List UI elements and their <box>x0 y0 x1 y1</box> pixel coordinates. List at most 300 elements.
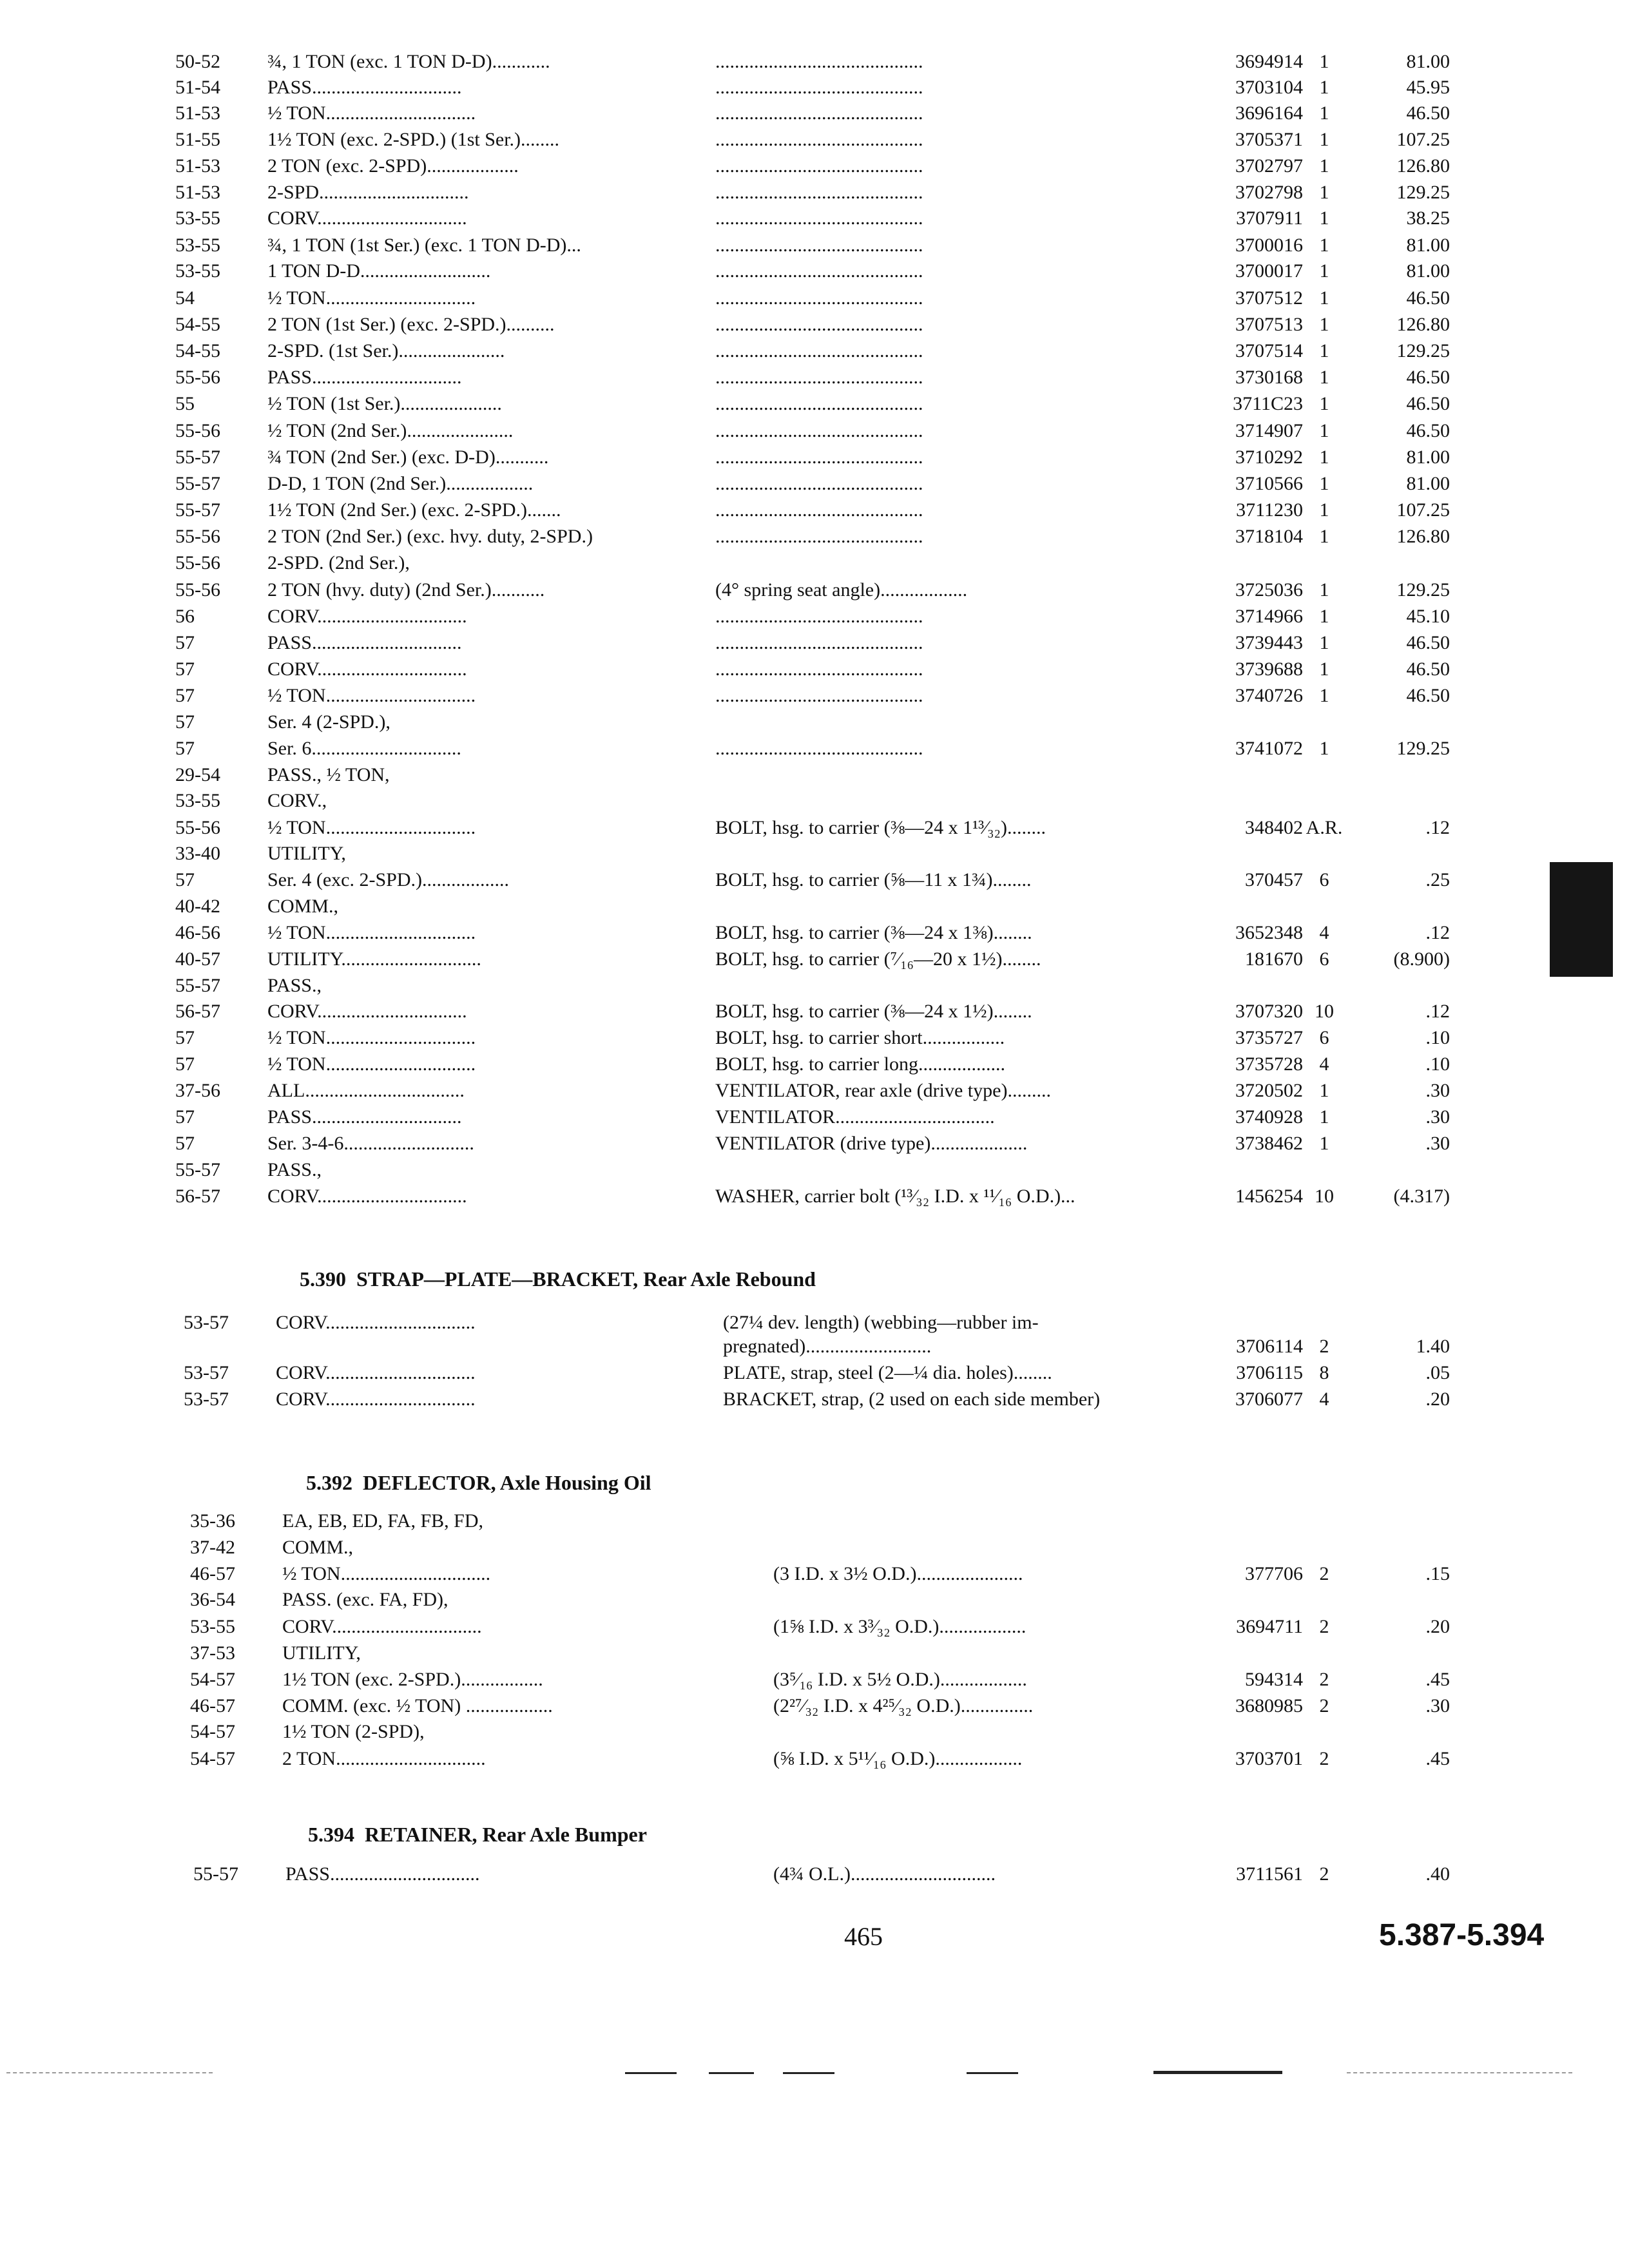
model-cell: CORV., <box>267 790 327 811</box>
price-cell: .20 <box>1425 1616 1450 1637</box>
price-cell: 126.80 <box>1396 526 1450 547</box>
quantity-cell: 2 <box>1319 1563 1329 1584</box>
years-cell: 37-42 <box>190 1537 235 1558</box>
description-cell: BOLT, hsg. to carrier (⁷⁄₁₆—20 x 1½)........ <box>715 948 1041 970</box>
model-cell: COMM., <box>282 1537 354 1558</box>
part-number-cell: 3680985 <box>1235 1695 1303 1716</box>
scan-margin-mark <box>1153 2071 1282 2074</box>
table-row <box>0 153 1629 179</box>
years-cell: 57 <box>175 658 195 680</box>
part-number-cell: 348402 <box>1245 817 1303 838</box>
description-cell: ........................................... <box>715 182 923 203</box>
part-number-cell: 181670 <box>1245 948 1303 970</box>
description-cell: (3⁵⁄₁₆ I.D. x 5½ O.D.).................. <box>773 1669 1027 1690</box>
years-cell: 40-57 <box>175 948 220 970</box>
price-cell: .20 <box>1425 1389 1450 1410</box>
model-cell: ¾, 1 TON (1st Ser.) (exc. 1 TON D-D)... <box>267 235 581 256</box>
description-cell: ........................................... <box>715 129 923 150</box>
scan-margin-line <box>6 2072 213 2075</box>
years-cell: 54-57 <box>190 1748 235 1769</box>
table-row <box>0 920 1629 946</box>
price-cell: 1.40 <box>1416 1336 1450 1357</box>
table-row <box>0 1508 1629 1534</box>
table-row <box>0 1157 1629 1183</box>
price-cell: .25 <box>1425 869 1450 890</box>
part-number-cell: 3706115 <box>1236 1362 1303 1383</box>
quantity-cell: 2 <box>1319 1336 1329 1357</box>
quantity-cell: 2 <box>1319 1616 1329 1637</box>
years-cell: 57 <box>175 1027 195 1048</box>
quantity-cell: 1 <box>1319 738 1329 759</box>
table-row <box>0 258 1629 284</box>
quantity-cell: 2 <box>1319 1863 1329 1885</box>
years-cell: 29-54 <box>175 764 220 785</box>
price-cell: 46.50 <box>1406 367 1450 388</box>
years-cell: 55-56 <box>175 579 220 601</box>
price-cell: .30 <box>1425 1695 1450 1716</box>
section-heading-5-392 <box>306 1471 651 1495</box>
description-cell: ........................................... <box>715 499 923 521</box>
scan-margin-mark <box>967 2072 1018 2074</box>
quantity-cell: 1 <box>1319 473 1329 494</box>
quantity-cell: 1 <box>1319 155 1329 177</box>
years-cell: 37-56 <box>175 1080 220 1101</box>
table-row <box>0 445 1629 470</box>
price-cell: 46.50 <box>1406 685 1450 706</box>
model-cell: D-D, 1 TON (2nd Ser.).................. <box>267 473 534 494</box>
part-number-cell: 3740928 <box>1235 1106 1303 1128</box>
price-cell: 46.50 <box>1406 420 1450 441</box>
years-cell: 53-57 <box>184 1389 229 1410</box>
description-cell: ........................................... <box>715 473 923 494</box>
price-cell: 81.00 <box>1406 473 1450 494</box>
table-row <box>0 657 1629 682</box>
years-cell: 53-55 <box>175 235 220 256</box>
quantity-cell: 1 <box>1319 260 1329 282</box>
model-cell: ¾ TON (2nd Ser.) (exc. D-D)........... <box>267 447 549 468</box>
model-cell: 2 TON (hvy. duty) (2nd Ser.)........... <box>267 579 545 601</box>
description-cell: WASHER, carrier bolt (¹³⁄₃₂ I.D. x ¹¹⁄₁₆ O.D.)... <box>715 1186 1075 1207</box>
table-row <box>0 524 1629 550</box>
table-row <box>0 1640 1629 1666</box>
table-row <box>0 1614 1629 1640</box>
years-cell: 33-40 <box>175 843 220 864</box>
price-cell: 81.00 <box>1406 447 1450 468</box>
model-cell: PASS............................... <box>267 77 462 98</box>
model-cell: ½ TON............................... <box>282 1563 491 1584</box>
table-row <box>0 788 1629 814</box>
model-cell: ½ TON............................... <box>267 685 476 706</box>
description-cell: (27¼ dev. length) (webbing—rubber im- <box>723 1312 1039 1333</box>
description-cell: ........................................... <box>715 287 923 309</box>
years-cell: 46-56 <box>175 922 220 943</box>
model-cell: CORV............................... <box>267 207 467 229</box>
part-number-cell: 3707513 <box>1235 314 1303 335</box>
description-cell: (⅝ I.D. x 5¹¹⁄₁₆ O.D.).................. <box>773 1748 1023 1769</box>
description-cell: ........................................... <box>715 738 923 759</box>
years-cell: 57 <box>175 1133 195 1154</box>
table-row <box>0 1667 1629 1693</box>
years-cell: 55-57 <box>175 975 220 996</box>
model-cell: ¾, 1 TON (exc. 1 TON D-D)............ <box>267 51 550 72</box>
model-cell: 2 TON (1st Ser.) (exc. 2-SPD.).......... <box>267 314 555 335</box>
description-cell: ........................................... <box>715 207 923 229</box>
years-cell: 53-57 <box>184 1312 229 1333</box>
model-cell: 1½ TON (exc. 2-SPD.)................. <box>282 1669 543 1690</box>
model-cell: PASS., <box>267 975 322 996</box>
description-cell: ........................................... <box>715 51 923 72</box>
table-row <box>0 815 1629 841</box>
description-cell: ........................................... <box>715 340 923 361</box>
section-heading-5-394 <box>308 1823 647 1847</box>
years-cell: 57 <box>175 738 195 759</box>
table-row <box>0 1184 1629 1209</box>
table-row <box>0 1078 1629 1104</box>
page-number: 465 <box>844 1922 883 1951</box>
years-cell: 53-57 <box>184 1362 229 1383</box>
table-row <box>0 312 1629 338</box>
part-number-cell: 3735728 <box>1235 1053 1303 1075</box>
part-number-cell: 3706114 <box>1236 1336 1303 1357</box>
part-number-cell: 3703701 <box>1235 1748 1303 1769</box>
model-cell: CORV............................... <box>276 1362 476 1383</box>
quantity-cell: 1 <box>1319 632 1329 653</box>
description-cell: PLATE, strap, steel (2—¼ dia. holes)........ <box>723 1362 1052 1383</box>
quantity-cell: 1 <box>1319 393 1329 414</box>
model-cell: ½ TON............................... <box>267 287 476 309</box>
quantity-cell: 1 <box>1319 102 1329 124</box>
years-cell: 50-52 <box>175 51 220 72</box>
years-cell: 54-57 <box>190 1721 235 1742</box>
part-number-cell: 3730168 <box>1235 367 1303 388</box>
section-number: 5.392 <box>306 1471 352 1494</box>
table-row <box>0 497 1629 523</box>
table-row <box>0 206 1629 231</box>
part-number-cell: 3711230 <box>1236 499 1303 521</box>
part-number-cell: 3707320 <box>1235 1001 1303 1022</box>
quantity-cell: 1 <box>1319 367 1329 388</box>
part-number-cell: 3694914 <box>1235 51 1303 72</box>
description-cell: BOLT, hsg. to carrier (⅝—11 x 1¾)........ <box>715 869 1032 890</box>
model-cell: PASS., ½ TON, <box>267 764 390 785</box>
description-cell: VENTILATOR................................. <box>715 1106 995 1128</box>
price-cell: .15 <box>1425 1563 1450 1584</box>
part-number-cell: 3652348 <box>1235 922 1303 943</box>
scan-margin-mark <box>783 2072 834 2074</box>
model-cell: 1 TON D-D........................... <box>267 260 491 282</box>
table-row <box>0 180 1629 206</box>
price-cell: 126.80 <box>1396 314 1450 335</box>
table-row <box>0 867 1629 893</box>
part-number-cell: 3735727 <box>1235 1027 1303 1048</box>
table-row <box>0 49 1629 75</box>
years-cell: 36-54 <box>190 1589 235 1610</box>
table-row <box>0 709 1629 735</box>
description-cell: (1⅝ I.D. x 3³⁄₃₂ O.D.).................. <box>773 1616 1027 1637</box>
years-cell: 57 <box>175 685 195 706</box>
years-cell: 51-53 <box>175 155 220 177</box>
part-number-cell: 3714966 <box>1235 606 1303 627</box>
price-cell: 46.50 <box>1406 658 1450 680</box>
model-cell: CORV............................... <box>267 1001 467 1022</box>
quantity-cell: 6 <box>1319 1027 1329 1048</box>
description-cell: ........................................... <box>715 155 923 177</box>
model-cell: Ser. 4 (exc. 2-SPD.).................. <box>267 869 509 890</box>
price-cell: 129.25 <box>1396 738 1450 759</box>
table-row <box>0 894 1629 919</box>
model-cell: ½ TON (1st Ser.)..................... <box>267 393 502 414</box>
quantity-cell: 1 <box>1319 314 1329 335</box>
quantity-cell: 1 <box>1319 1133 1329 1154</box>
quantity-cell: 1 <box>1319 420 1329 441</box>
description-cell: ........................................... <box>715 260 923 282</box>
model-cell: ½ TON............................... <box>267 817 476 838</box>
description-cell: ........................................... <box>715 632 923 653</box>
part-number-cell: 3720502 <box>1235 1080 1303 1101</box>
years-cell: 54-57 <box>190 1669 235 1690</box>
table-row <box>0 630 1629 656</box>
description-cell: BOLT, hsg. to carrier short................. <box>715 1027 1005 1048</box>
model-cell: CORV............................... <box>267 658 467 680</box>
years-cell: 51-54 <box>175 77 220 98</box>
description-cell: ........................................... <box>715 235 923 256</box>
quantity-cell: 1 <box>1319 658 1329 680</box>
quantity-cell: 1 <box>1319 207 1329 229</box>
years-cell: 53-55 <box>190 1616 235 1637</box>
years-cell: 53-55 <box>175 260 220 282</box>
quantity-cell: 2 <box>1319 1748 1329 1769</box>
quantity-cell: 1 <box>1319 235 1329 256</box>
quantity-cell: 1 <box>1319 1106 1329 1128</box>
table-row <box>0 1535 1629 1561</box>
section-heading-5-390 <box>300 1267 816 1291</box>
scan-margin-line <box>1347 2072 1572 2075</box>
price-cell: .45 <box>1425 1669 1450 1690</box>
part-number-cell: 3700016 <box>1235 235 1303 256</box>
years-cell: 55-57 <box>193 1863 238 1885</box>
part-number-cell: 377706 <box>1245 1563 1303 1584</box>
part-number-cell: 3711561 <box>1236 1863 1303 1885</box>
part-number-cell: 3702797 <box>1235 155 1303 177</box>
price-cell: 46.50 <box>1406 632 1450 653</box>
part-number-cell: 3738462 <box>1235 1133 1303 1154</box>
description-cell: ........................................... <box>715 77 923 98</box>
model-cell: 2-SPD............................... <box>267 182 469 203</box>
model-cell: 2 TON (exc. 2-SPD)................... <box>267 155 519 177</box>
quantity-cell: 1 <box>1319 447 1329 468</box>
years-cell: 55 <box>175 393 195 414</box>
description-cell: VENTILATOR (drive type).................... <box>715 1133 1028 1154</box>
quantity-cell: 1 <box>1319 129 1329 150</box>
table-row <box>0 233 1629 258</box>
description-cell: ........................................... <box>715 685 923 706</box>
section-title: RETAINER, Rear Axle Bumper <box>365 1823 647 1846</box>
table-row <box>0 999 1629 1024</box>
price-cell: 45.10 <box>1406 606 1450 627</box>
quantity-cell: 2 <box>1319 1669 1329 1690</box>
description-cell: ........................................... <box>715 367 923 388</box>
description-cell: (4¾ O.L.).............................. <box>773 1863 996 1885</box>
part-number-cell: 3739688 <box>1235 658 1303 680</box>
description-cell: BOLT, hsg. to carrier long.................. <box>715 1053 1005 1075</box>
quantity-cell: 1 <box>1319 499 1329 521</box>
model-cell: CORV............................... <box>267 606 467 627</box>
years-cell: 56-57 <box>175 1186 220 1207</box>
model-cell: ½ TON............................... <box>267 1027 476 1048</box>
years-cell: 55-57 <box>175 499 220 521</box>
description-cell: ........................................... <box>715 420 923 441</box>
years-cell: 55-56 <box>175 552 220 573</box>
model-cell: ½ TON............................... <box>267 922 476 943</box>
part-number-cell: 3739443 <box>1235 632 1303 653</box>
price-cell: .30 <box>1425 1080 1450 1101</box>
price-cell: .12 <box>1425 817 1450 838</box>
description-cell: BOLT, hsg. to carrier (⅜—24 x 1¹³⁄₃₂)........ <box>715 817 1046 838</box>
table-row <box>0 604 1629 629</box>
part-number-cell: 3707514 <box>1235 340 1303 361</box>
price-cell: .30 <box>1425 1106 1450 1128</box>
model-cell: CORV............................... <box>276 1312 476 1333</box>
model-cell: EA, EB, ED, FA, FB, FD, <box>282 1510 483 1532</box>
quantity-cell: 1 <box>1319 340 1329 361</box>
part-number-cell: 3703104 <box>1235 77 1303 98</box>
quantity-cell: 1 <box>1319 51 1329 72</box>
quantity-cell: 1 <box>1319 606 1329 627</box>
model-cell: CORV............................... <box>267 1186 467 1207</box>
table-row <box>0 1334 1629 1360</box>
years-cell: 55-57 <box>175 1159 220 1180</box>
price-cell: 46.50 <box>1406 393 1450 414</box>
part-number-cell: 3740726 <box>1235 685 1303 706</box>
section-number: 5.390 <box>300 1267 346 1291</box>
years-cell: 35-36 <box>190 1510 235 1532</box>
price-cell: 45.95 <box>1406 77 1450 98</box>
price-cell: 107.25 <box>1396 499 1450 521</box>
part-number-cell: 3711C23 <box>1233 393 1303 414</box>
price-cell: 46.50 <box>1406 287 1450 309</box>
quantity-cell: 4 <box>1319 1389 1329 1410</box>
section-number: 5.394 <box>308 1823 354 1846</box>
scan-margin-mark <box>709 2072 754 2074</box>
table-row <box>0 1025 1629 1051</box>
part-number-cell: 3707911 <box>1236 207 1303 229</box>
model-cell: UTILITY, <box>267 843 346 864</box>
years-cell: 55-56 <box>175 817 220 838</box>
price-cell: .30 <box>1425 1133 1450 1154</box>
quantity-cell: 8 <box>1319 1362 1329 1383</box>
model-cell: UTILITY............................. <box>267 948 481 970</box>
years-cell: 54-55 <box>175 314 220 335</box>
part-number-cell: 3694711 <box>1236 1616 1303 1637</box>
quantity-cell: 1 <box>1319 182 1329 203</box>
section-range: 5.387-5.394 <box>1379 1918 1545 1952</box>
table-row <box>0 75 1629 101</box>
description-cell: ........................................... <box>715 658 923 680</box>
part-number-cell: 3725036 <box>1235 579 1303 601</box>
description-cell: (4° spring seat angle).................. <box>715 579 968 601</box>
price-cell: 129.25 <box>1396 182 1450 203</box>
price-cell: 129.25 <box>1396 579 1450 601</box>
table-row <box>0 1719 1629 1745</box>
table-row <box>0 1693 1629 1719</box>
table-row <box>0 973 1629 999</box>
price-cell: .10 <box>1425 1053 1450 1075</box>
quantity-cell: 6 <box>1319 869 1329 890</box>
table-row <box>0 127 1629 153</box>
quantity-cell: 1 <box>1319 77 1329 98</box>
table-row <box>0 418 1629 444</box>
table-row <box>0 365 1629 390</box>
price-cell: .45 <box>1425 1748 1450 1769</box>
quantity-cell: 1 <box>1319 1080 1329 1101</box>
price-cell: .40 <box>1425 1863 1450 1885</box>
table-row <box>0 947 1629 972</box>
price-cell: .12 <box>1425 1001 1450 1022</box>
years-cell: 55-56 <box>175 526 220 547</box>
model-cell: UTILITY, <box>282 1642 361 1664</box>
quantity-cell: 1 <box>1319 579 1329 601</box>
part-number-cell: 3700017 <box>1235 260 1303 282</box>
years-cell: 54 <box>175 287 195 309</box>
model-cell: Ser. 4 (2-SPD.), <box>267 711 390 733</box>
table-row <box>0 1561 1629 1587</box>
table-row <box>0 1104 1629 1130</box>
part-number-cell: 3741072 <box>1235 738 1303 759</box>
part-number-cell: 3696164 <box>1235 102 1303 124</box>
table-row <box>0 391 1629 417</box>
model-cell: 2 TON (2nd Ser.) (exc. hvy. duty, 2-SPD.) <box>267 526 593 547</box>
model-cell: ½ TON............................... <box>267 102 476 124</box>
quantity-cell: 1 <box>1319 526 1329 547</box>
price-cell: 129.25 <box>1396 340 1450 361</box>
years-cell: 46-57 <box>190 1563 235 1584</box>
price-cell: 38.25 <box>1406 207 1450 229</box>
model-cell: PASS., <box>267 1159 322 1180</box>
years-cell: 46-57 <box>190 1695 235 1716</box>
part-number-cell: 3714907 <box>1235 420 1303 441</box>
price-cell: (4.317) <box>1393 1186 1450 1207</box>
description-cell: BOLT, hsg. to carrier (⅜—24 x 1⅜)........ <box>715 922 1032 943</box>
description-cell: ........................................... <box>715 314 923 335</box>
quantity-cell: 4 <box>1319 922 1329 943</box>
part-number-cell: 1456254 <box>1235 1186 1303 1207</box>
years-cell: 37-53 <box>190 1642 235 1664</box>
description-cell: (2²⁷⁄₃₂ I.D. x 4²⁵⁄₃₂ O.D.)............... <box>773 1695 1034 1716</box>
years-cell: 57 <box>175 632 195 653</box>
model-cell: ½ TON............................... <box>267 1053 476 1075</box>
years-cell: 55-57 <box>175 473 220 494</box>
model-cell: ½ TON (2nd Ser.)...................... <box>267 420 514 441</box>
price-cell: 107.25 <box>1396 129 1450 150</box>
years-cell: 57 <box>175 869 195 890</box>
model-cell: 2-SPD. (2nd Ser.), <box>267 552 410 573</box>
description-cell: BRACKET, strap, (2 used on each side member) <box>723 1389 1101 1410</box>
price-cell: .05 <box>1425 1362 1450 1383</box>
model-cell: 2 TON............................... <box>282 1748 486 1769</box>
part-number-cell: 3706077 <box>1235 1389 1303 1410</box>
price-cell: 81.00 <box>1406 260 1450 282</box>
description-cell: ........................................... <box>715 606 923 627</box>
price-cell: .10 <box>1425 1027 1450 1048</box>
table-row <box>0 841 1629 867</box>
scan-margin-mark <box>625 2072 677 2074</box>
quantity-cell: 10 <box>1315 1001 1334 1022</box>
table-row <box>0 683 1629 709</box>
model-cell: Ser. 3-4-6........................... <box>267 1133 474 1154</box>
description-cell: pregnated).......................... <box>723 1336 932 1357</box>
table-row <box>0 1360 1629 1386</box>
part-number-cell: 594314 <box>1245 1669 1303 1690</box>
